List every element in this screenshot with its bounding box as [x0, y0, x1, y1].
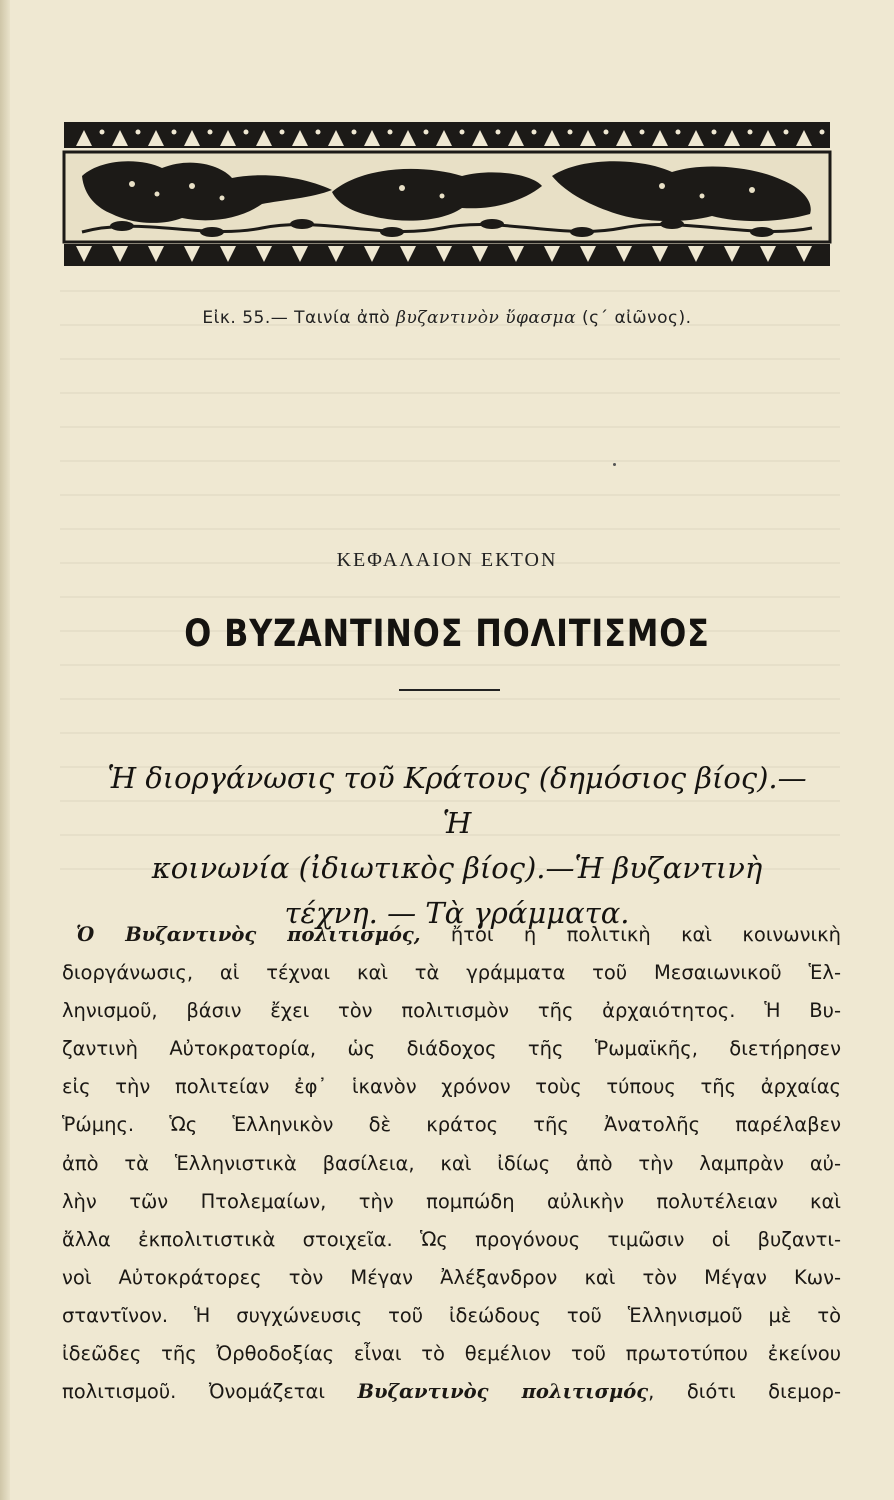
- body-line-11: σταντῖνον. Ἡ συγχώνευσις τοῦ ἰδεώδους τοῦ Ἑλληνισμοῦ μὲ τὸ: [62, 1303, 841, 1327]
- body-line-5: εἰς τὴν πολιτείαν ἐφ᾽ ἱκανὸν χρόνον τοὺς τύπους τῆς ἀρχαίας: [62, 1075, 841, 1099]
- chapter-label: ΚΕΦΑΛΑΙΟΝ ΕΚΤΟΝ: [336, 549, 558, 571]
- body-line-1: [62, 916, 841, 954]
- body-line-9: ἄλλα ἐκπολιτιστικὰ στοιχεῖα. Ὡς προγόνους τιμῶσιν οἱ βυζαντι-: [62, 1227, 841, 1251]
- body-line-13-end: , διότι διεμορ-: [648, 1380, 841, 1404]
- caption-prefix: Εἰκ. 55.— Ταινία ἀπὸ: [202, 308, 397, 328]
- body-term-bold: Ὁ Βυζαντινὸς πολιτισμός,: [76, 923, 421, 946]
- body-line-13-start: πολιτισμοῦ. Ὀνομάζεται: [62, 1380, 358, 1404]
- page-edge: [0, 0, 10, 1500]
- body-line-1-rest: ἤτοι ἡ πολιτικὴ καὶ κοινωνικὴ: [420, 923, 841, 946]
- caption-suffix: (ς΄ αἰῶνος).: [576, 308, 692, 328]
- title-rule: [399, 689, 500, 691]
- body-line-7: ἀπὸ τὰ Ἑλληνιστικὰ βασίλεια, καὶ ἰδίως ἀπὸ τὴν λαμπρὰν αὐ-: [62, 1151, 841, 1175]
- body-line-3: ληνισμοῦ, βάσιν ἔχει τὸν πολιτισμὸν τῆς ἀρχαιότητος. Ἡ Βυ-: [62, 999, 841, 1023]
- body-paragraph: [62, 916, 841, 1411]
- summary-line-2: κοινωνία (ἰδιωτικὸς βίος).—Ἡ βυζαντινὴ: [151, 851, 763, 885]
- caption-italic: βυζαντινὸν ὕφασμα: [396, 308, 577, 328]
- body-line-6: Ῥώμης. Ὡς Ἑλληνικὸν δὲ κράτος τῆς Ἀνατολῆς παρέλαβεν: [62, 1113, 841, 1137]
- body-line-10: νοὶ Αὐτοκράτορες τὸν Μέγαν Ἀλέξανδρον καὶ τὸν Μέγαν Κων-: [62, 1265, 841, 1289]
- body-line-4: ζαντινὴ Αὐτοκρατορία, ὡς διάδοχος τῆς Ῥωμαϊκῆς, διετήρησεν: [62, 1037, 841, 1061]
- body-line-2: διοργάνωσις, αἱ τέχναι καὶ τὰ γράμματα τοῦ Μεσαιωνικοῦ Ἑλ-: [62, 961, 841, 985]
- stray-mark: [613, 463, 616, 466]
- body-line-8: λὴν τῶν Πτολεμαίων, τὴν πομπώδη αὐλικὴν πολυτέλειαν καὶ: [62, 1189, 841, 1213]
- summary-line-1: Ἡ διοργάνωσις τοῦ Κράτους (δημόσιος βίος).—Ἡ: [107, 761, 807, 840]
- chapter-summary: [100, 756, 814, 936]
- chapter-title: Ο ΒΥΖΑΝΤΙΝΟΣ ΠΟΛΙΤΙΣΜΟΣ: [184, 612, 710, 655]
- body-term-bold-2: Βυζαντινὸς πολιτισμός: [357, 1380, 649, 1404]
- byzantine-textile-frieze: [62, 106, 832, 270]
- summary-line-3: τέχνη. — Τὰ γράμματα.: [284, 896, 630, 930]
- body-line-13: [62, 1373, 841, 1411]
- body-line-12: ἰδεῶδες τῆς Ὀρθοδοξίας εἶναι τὸ θεμέλιον τοῦ πρωτοτύπου ἐκείνου: [62, 1342, 841, 1366]
- figure-caption: [0, 308, 894, 328]
